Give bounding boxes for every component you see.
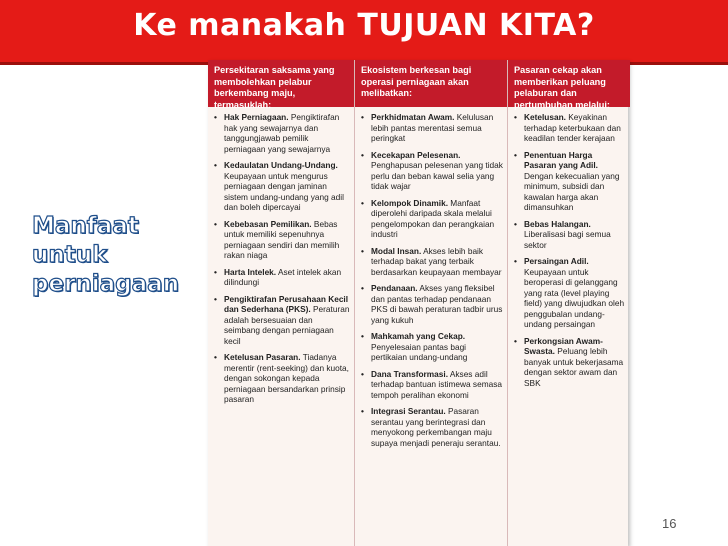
- list-item: [361, 331, 503, 363]
- bullet-icon: •: [361, 197, 364, 208]
- list-item-description: Manfaat diperolehi daripada skala melalui pengelompokan dan perangkaian industri: [371, 197, 495, 239]
- list-item-text: [524, 150, 626, 213]
- bullet-icon: •: [361, 331, 364, 341]
- list-item-heading: Mahkamah yang Cekap.: [371, 331, 466, 341]
- bullet-icon: •: [514, 335, 517, 346]
- list-item-description: Penghapusan pelesenan yang tidak perlu dan beban kawal selia yang tidak wajar: [371, 160, 503, 191]
- bullet-icon: •: [514, 256, 517, 266]
- list-item-text: [224, 267, 350, 288]
- list-item-heading: Kebebasan Pemilikan.: [224, 218, 312, 229]
- list-item-description: Aset intelek akan dilindungi: [224, 266, 342, 287]
- list-item: [361, 246, 503, 278]
- list-item: [514, 256, 626, 330]
- list-item-text: [371, 369, 503, 401]
- list-item-description: Peluang lebih banyak untuk bekerjasama dengan sektor awam dan SBK: [524, 346, 624, 388]
- bullet-icon: •: [514, 112, 517, 122]
- bullet-icon: •: [361, 406, 364, 416]
- list-item: [361, 369, 503, 401]
- list-item: [214, 160, 350, 213]
- list-item: [214, 219, 350, 261]
- list-item-description: Akses adil terhadap bantuan istimewa semasa tempoh peralihan ekonomi: [371, 368, 502, 400]
- bullet-icon: •: [214, 218, 217, 229]
- list-item-description: Keupayaan untuk beroperasi di gelanggang yang rata (level playing field) yang diwujudkan oleh penggubalan undang-undang persaingan: [524, 266, 625, 329]
- list-item-heading: Kecekapan Pelesenan.: [371, 149, 461, 160]
- list-item-heading: Perkhidmatan Awam.: [371, 112, 455, 122]
- list-item-description: Pasaran serantau yang berintegrasi dan menyokong perkembangan maju supaya menjadi peneraju serantau.: [371, 406, 501, 448]
- list-item-heading: Bebas Halangan.: [524, 218, 591, 229]
- list-item-text: [224, 219, 350, 261]
- bullet-icon: •: [361, 368, 364, 379]
- list-item-description: Bebas untuk memiliki sepenuhnya perniagaan sendiri dan memilih rakan niaga: [224, 218, 340, 260]
- list-item-description: Akses yang fleksibel dan pantas terhadap pendanaan PKS di bawah peraturan tadbir urus yang kukuh: [371, 283, 503, 325]
- content-table: [208, 60, 628, 546]
- list-item-text: [371, 246, 503, 278]
- bullet-icon: •: [361, 112, 364, 122]
- list-item-description: Kelulusan lebih pantas merentasi semua peringkat: [371, 112, 494, 143]
- list-item-text: [371, 406, 503, 448]
- list-item: [361, 150, 503, 192]
- bullet-icon: •: [214, 293, 217, 304]
- column-heading: Persekitaran saksama yang membolehkan pelabur berkembang maju, termasuklah:: [208, 60, 354, 107]
- bullet-icon: •: [214, 266, 217, 277]
- list-item: [514, 112, 626, 144]
- bullet-icon: •: [361, 245, 364, 256]
- table-column-1: [208, 60, 354, 546]
- list-item: [514, 219, 626, 251]
- list-item: [361, 283, 503, 325]
- bullet-icon: •: [214, 112, 217, 122]
- column-heading: Pasaran cekap akan memberikan peluang pelaburan dan pertumbuhan melalui:: [508, 60, 630, 107]
- side-label-line-3: perniagaan: [32, 271, 180, 297]
- list-item-description: Akses lebih baik terhadap bakat yang terbaik berdasarkan keupayaan membayar: [371, 245, 502, 277]
- list-item-heading: Hak Perniagaan.: [224, 112, 289, 122]
- list-item-text: [224, 294, 350, 347]
- list-item-description: Pengiktirafan hak yang sewajarnya dan tanggungjawab pemilik perniagaan yang sewajarnya: [224, 112, 340, 154]
- list-item: [214, 267, 350, 288]
- side-label-line-2: untuk: [32, 242, 108, 268]
- list-item-text: [524, 256, 626, 330]
- list-item-text: [371, 283, 503, 325]
- table-column-3: [507, 60, 630, 546]
- list-item: [214, 112, 350, 154]
- list-item: [361, 198, 503, 240]
- list-item: [514, 336, 626, 389]
- list-item-heading: Persaingan Adil.: [524, 256, 589, 266]
- list-item-description: Peraturan adalah bersesuaian dan seimbang dengan perniagaan kecil: [224, 304, 350, 346]
- bullet-icon: •: [361, 283, 364, 293]
- list-item-text: [224, 160, 350, 213]
- list-item: [361, 112, 503, 144]
- list-item-description: Keyakinan terhadap keterbukaan dan keadilan tender kerajaan: [524, 112, 621, 143]
- list-item-heading: Kelompok Dinamik.: [371, 197, 448, 208]
- column-body: [208, 107, 354, 405]
- list-item-heading: Perkongsian Awam-Swasta.: [524, 335, 603, 356]
- side-label-line-1: Manfaat: [32, 213, 139, 239]
- list-item-heading: Pendanaan.: [371, 283, 418, 293]
- column-body: [508, 107, 630, 388]
- list-item-heading: Kedaulatan Undang-Undang.: [224, 160, 338, 170]
- side-label: [32, 212, 179, 299]
- list-item-heading: Modal Insan.: [371, 245, 422, 256]
- column-body: [355, 107, 507, 448]
- page-number: 16: [662, 516, 677, 531]
- list-item-heading: Harta Intelek.: [224, 266, 277, 277]
- list-item-text: [371, 150, 503, 192]
- slide-title: Ke manakah TUJUAN KITA?: [133, 8, 595, 43]
- list-item-text: [224, 352, 350, 405]
- list-item-text: [524, 112, 626, 144]
- list-item: [214, 294, 350, 347]
- column-heading: Ekosistem berkesan bagi operasi perniagaan akan melibatkan:: [355, 60, 507, 107]
- bullet-icon: •: [214, 160, 217, 170]
- list-item-heading: Penentuan Harga Pasaran yang Adil.: [524, 149, 598, 170]
- list-item-text: [524, 336, 626, 389]
- bullet-icon: •: [514, 149, 517, 160]
- list-item-description: Penyelesaian pantas bagi pertikaian undang-undang: [371, 341, 468, 362]
- list-item-heading: Integrasi Serantau.: [371, 406, 446, 416]
- list-item: [361, 406, 503, 448]
- list-item-description: Liberalisasi bagi semua sektor: [524, 229, 611, 250]
- bullet-icon: •: [514, 218, 517, 229]
- table-column-2: [354, 60, 507, 546]
- list-item-heading: Dana Transformasi.: [371, 368, 449, 379]
- list-item-heading: Ketelusan.: [524, 112, 566, 122]
- list-item-text: [371, 112, 503, 144]
- list-item: [214, 352, 350, 405]
- bullet-icon: •: [214, 352, 217, 362]
- list-item-text: [524, 219, 626, 251]
- list-item-description: Tiadanya merentir (rent-seeking) dan kuota, dengan sokongan kepada perniagaan bersandarkan prinsip pasaran: [224, 352, 349, 404]
- list-item-heading: Ketelusan Pasaran.: [224, 352, 301, 362]
- list-item-text: [371, 331, 503, 363]
- list-item-text: [371, 198, 503, 240]
- list-item-heading: Pengiktirafan Perusahaan Kecil dan Sederhana (PKS).: [224, 293, 349, 314]
- list-item: [514, 150, 626, 213]
- list-item-description: Keupayaan untuk mengurus perniagaan dengan jaminan sistem undang-undang yang adil dan boleh dipercayai: [224, 170, 344, 212]
- list-item-description: Dengan kekecualian yang minimum, subsidi dan kawalan harga akan dimansuhkan: [524, 170, 620, 212]
- list-item-text: [224, 112, 350, 154]
- bullet-icon: •: [361, 149, 364, 160]
